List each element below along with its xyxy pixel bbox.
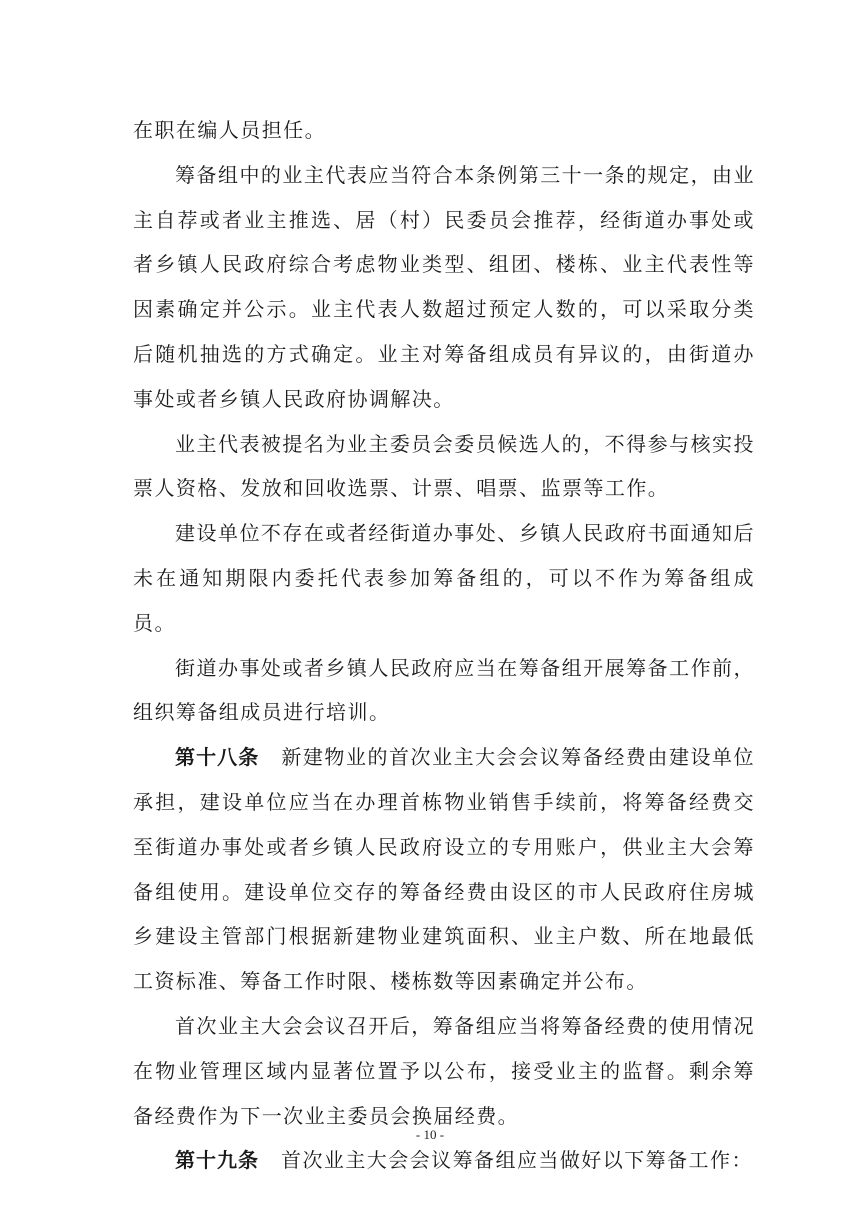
paragraph-text: 建设单位不存在或者经街道办事处、乡镇人民政府书面通知后未在通知期限内委托代表参加筹备组的，可以不作为筹备组成员。 [133,521,755,635]
paragraph-text: 首次业主大会会议筹备组应当做好以下筹备工作： [281,1148,753,1173]
article-number: 第十八条 [175,745,260,770]
article-number: 第十九条 [175,1148,259,1173]
paragraph-1 [133,108,755,153]
paragraph-text: 首次业主大会会议召开后，筹备组应当将筹备经费的使用情况在物业管理区域内显著位置予以公布，接受业主的监督。剩余筹备经费作为下一次业主委员会换届经费。 [133,1013,755,1128]
paragraph-4 [133,511,755,645]
document-body [133,108,755,1183]
page-number: - 10 - [415,1127,445,1142]
paragraph-5 [133,646,755,736]
paragraph-text: 新建物业的首次业主大会会议筹备经费由建设单位承担，建设单位应当在办理首栋物业销售手续前，将筹备经费交至街道办事处或者乡镇人民政府设立的专用账户，供业主大会筹备组使用。建设单位交存的筹备经费由设区的市人民政府住房城乡建设主管部门根据新建物业建筑面积、业主户数、所在地最低工资标准、筹备工作时限、楼栋数等因素确定并公布。 [133,745,756,994]
paragraph-3 [133,422,755,512]
paragraph-text: 街道办事处或者乡镇人民政府应当在筹备组开展筹备工作前，组织筹备组成员进行培训。 [133,655,755,725]
article-19-paragraph [133,1138,755,1183]
paragraph-7 [133,1004,755,1138]
article-18-paragraph [133,735,755,1004]
paragraph-text: 在职在编人员担任。 [133,118,327,142]
paragraph-text: 筹备组中的业主代表应当符合本条例第三十一条的规定，由业主自荐或者业主推选、居（村）民委员会推荐，经街道办事处或者乡镇人民政府综合考虑物业类型、组团、楼栋、业主代表性等因素确定并公示。业主代表人数超过预定人数的，可以采取分类后随机抽选的方式确定。业主对筹备组成员有异议的，由街道办事处或者乡镇人民政府协调解决。 [133,162,755,411]
paragraph-text: 业主代表被提名为业主委员会委员候选人的，不得参与核实投票人资格、发放和回收选票、计票、唱票、监票等工作。 [133,431,755,501]
paragraph-2 [133,153,755,422]
